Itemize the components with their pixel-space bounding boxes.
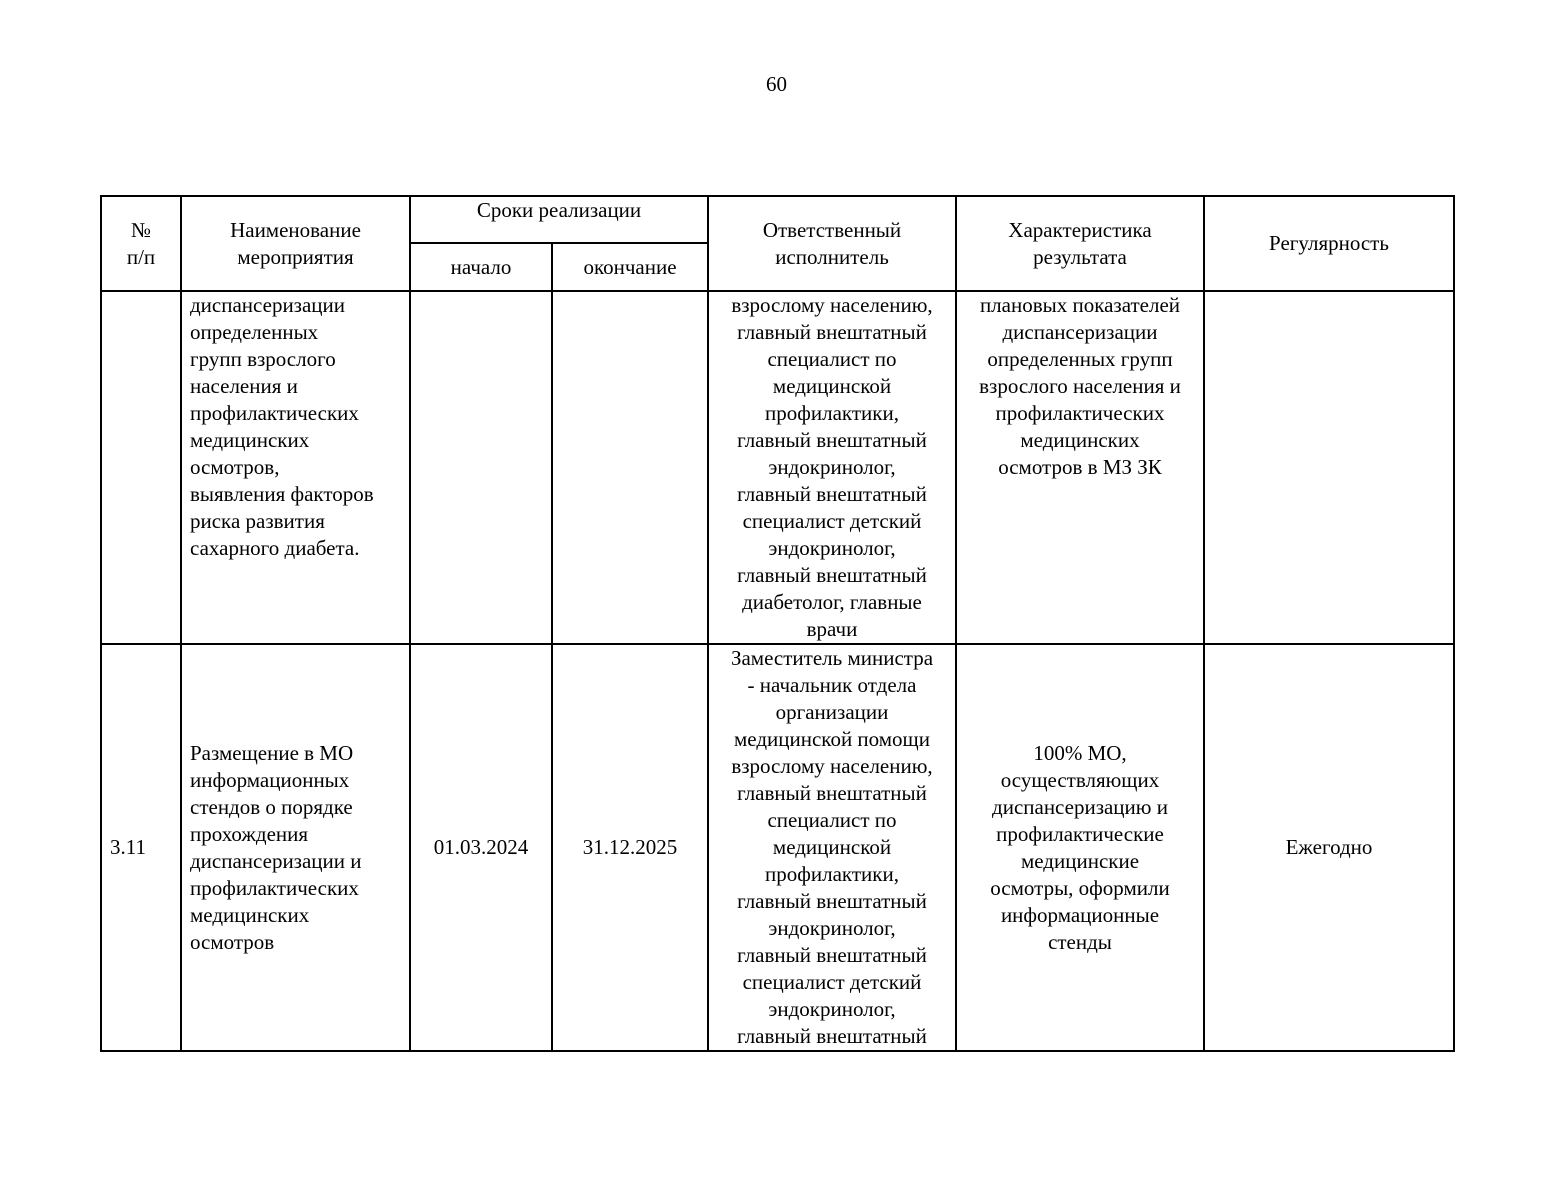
header-name-label: Наименование мероприятия <box>230 217 361 269</box>
header-start-label: начало <box>450 254 512 279</box>
row-num: 3.11 <box>110 835 146 859</box>
page-number: 60 <box>766 72 787 96</box>
header-end-label: окончание <box>583 254 677 279</box>
row-responsible-cell <box>708 291 956 644</box>
header-start <box>410 243 552 291</box>
row-num-cell <box>101 644 181 1051</box>
row-name-cell <box>181 644 410 1051</box>
row-regularity: Ежегодно <box>1285 835 1373 859</box>
row-name: диспансеризации определенных групп взрослого населения и профилактических медицинских осмотров, выявления факторов риска развития сахарного диабета. <box>190 293 374 560</box>
row-start-cell <box>410 644 552 1051</box>
header-terms <box>410 196 708 243</box>
row-end: 31.12.2025 <box>582 835 678 859</box>
activities-table <box>100 195 1455 1052</box>
row-name-cell <box>181 291 410 644</box>
row-result: плановых показателей диспансеризации определенных групп взрослого населения и профилактических медицинских осмотров в МЗ ЗК <box>979 293 1181 479</box>
row-responsible: взрослому населению, главный внештатный специалист по медицинской профилактики, главный внештатный эндокринолог, главный внештатный специалист детский эндокринолог, главный внештатный диабетолог, главные врачи <box>731 293 933 641</box>
row-result-cell <box>956 291 1204 644</box>
header-num-label: № п/п <box>126 217 156 269</box>
header-end <box>552 243 708 291</box>
row-regularity-cell <box>1204 644 1454 1051</box>
row-end-cell <box>552 644 708 1051</box>
header-row-1 <box>101 196 1454 243</box>
header-num <box>101 196 181 291</box>
table-row <box>101 644 1454 1051</box>
row-responsible: Заместитель министра - начальник отдела организации медицинской помощи взрослому населению, главный внештатный специалист по медицинской профилактики, главный внештатный эндокринолог, главный внештатный специалист детский эндокринолог, главный внештатный <box>730 646 934 1048</box>
header-terms-label: Сроки реализации <box>476 198 642 222</box>
row-name: Размещение в МО информационных стендов о порядке прохождения диспансеризации и профилактических медицинских осмотров <box>190 740 362 954</box>
row-start-cell <box>410 291 552 644</box>
row-result-cell <box>956 644 1204 1051</box>
header-regularity <box>1204 196 1454 291</box>
row-result: 100% МО, осуществляющих диспансеризацию и профилактические медицинские осмотры, оформили информационные стенды <box>990 740 1170 954</box>
row-regularity-cell <box>1204 291 1454 644</box>
header-result <box>956 196 1204 291</box>
row-start: 01.03.2024 <box>433 835 529 859</box>
header-result-label: Характеристика результата <box>1008 217 1152 269</box>
table-row <box>101 291 1454 644</box>
header-responsible <box>708 196 956 291</box>
row-end-cell <box>552 291 708 644</box>
header-name <box>181 196 410 291</box>
header-regularity-label: Регулярность <box>1269 231 1389 255</box>
row-num-cell <box>101 291 181 644</box>
header-responsible-label: Ответственный исполнитель <box>762 217 902 269</box>
row-responsible-cell <box>708 644 956 1051</box>
